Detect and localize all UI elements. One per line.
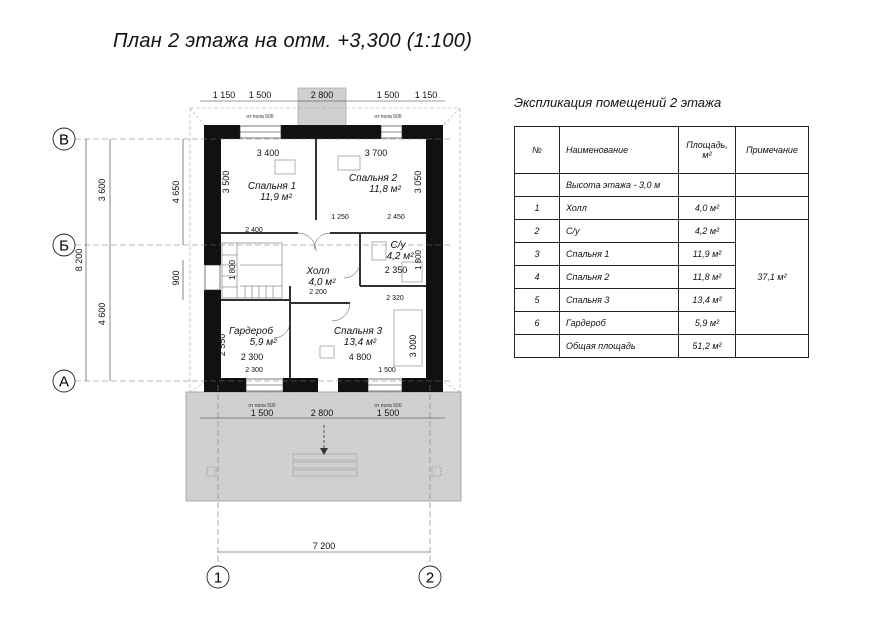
- cell-num: 1: [515, 197, 560, 220]
- window-note: от пола 500: [374, 114, 402, 120]
- dim-inner: 2 200: [309, 289, 327, 296]
- total-value: 51,2 м²: [679, 335, 736, 358]
- dim-inner: 1 500: [378, 367, 396, 374]
- header-note: Примечание: [736, 127, 809, 174]
- plan-title: План 2 этажа на отм. +3,300 (1:100): [113, 30, 473, 52]
- cell: [736, 335, 809, 358]
- floor-height: Высота этажа - 3,0 м: [560, 174, 679, 197]
- cell-name: С/у: [560, 220, 679, 243]
- axis-label-a: А: [58, 373, 70, 391]
- dim-overall: 7 200: [312, 541, 336, 551]
- cell: [736, 174, 809, 197]
- table-row: [515, 197, 809, 220]
- dim-inner: 1 800: [414, 249, 423, 271]
- axis-label-2: 2: [425, 569, 435, 587]
- dim-inner: 3 500: [221, 170, 231, 194]
- dim-top: 1 150: [414, 90, 438, 100]
- cell: [515, 335, 560, 358]
- cell-note: [736, 197, 809, 220]
- room-area: 13,4 м²: [343, 337, 377, 348]
- window-note: от пола 500: [374, 403, 402, 409]
- window-note: от пола 500: [248, 403, 276, 409]
- dim-left-900: 900: [171, 270, 181, 286]
- axis-label-b: Б: [59, 237, 69, 255]
- cell-num: 4: [515, 266, 560, 289]
- cell-name: Холл: [560, 197, 679, 220]
- explication-title: Экспликация помещений 2 этажа: [514, 95, 722, 110]
- room-name: Спальня 3: [333, 326, 383, 337]
- cell-name: Спальня 1: [560, 243, 679, 266]
- dim-inner: 4 800: [348, 352, 372, 362]
- cell-name: Гардероб: [560, 312, 679, 335]
- cell: [515, 174, 560, 197]
- dim-inner: 2 350: [384, 265, 408, 275]
- roof-edge: [443, 108, 460, 126]
- dim-left-inner: 4 650: [171, 180, 181, 204]
- cell-area: 5,9 м²: [679, 312, 736, 335]
- dim-inner: 1 800: [228, 259, 237, 281]
- dim-inner: 3 000: [408, 334, 418, 358]
- cell-num: 3: [515, 243, 560, 266]
- window-note: от пола 500: [246, 114, 274, 120]
- cell-area: 4,2 м²: [679, 220, 736, 243]
- roof-edge: [443, 382, 460, 392]
- windows: [205, 126, 402, 391]
- dim-inner: 2 450: [387, 214, 405, 221]
- roof-edge: [190, 382, 205, 392]
- dim-bottom: 1 500: [250, 408, 274, 418]
- dim-top: 2 800: [310, 90, 334, 100]
- dim-top: 1 150: [212, 90, 236, 100]
- cell: [679, 174, 736, 197]
- dim-inner: 3 700: [364, 148, 388, 158]
- cell-area: 4,0 м²: [679, 197, 736, 220]
- header-area: Площадь, м²: [679, 127, 736, 174]
- dim-left: 4 600: [97, 302, 107, 326]
- roof-edge: [190, 108, 205, 126]
- table-header-row: [515, 127, 809, 174]
- header-num: №: [515, 127, 560, 174]
- header-name: Наименование: [560, 127, 679, 174]
- dim-inner: 2 400: [245, 227, 263, 234]
- room-area: 4,0 м²: [308, 277, 336, 288]
- cell-num: 2: [515, 220, 560, 243]
- cell-num: 6: [515, 312, 560, 335]
- cell-name: Спальня 2: [560, 266, 679, 289]
- dim-inner: 3 400: [256, 148, 280, 158]
- cell-note-merged: 37,1 м²: [736, 220, 809, 335]
- dim-inner: 3 050: [413, 170, 423, 194]
- table-row: [515, 220, 809, 243]
- room-name: Спальня 2: [348, 173, 398, 184]
- dim-top: 1 500: [248, 90, 272, 100]
- axis-label-1: 1: [213, 569, 223, 587]
- cell-area: 11,9 м²: [679, 243, 736, 266]
- dim-left: 3 600: [97, 178, 107, 202]
- room-name: Холл: [306, 266, 330, 277]
- dim-inner: 2 550: [217, 333, 227, 357]
- dim-top: 1 500: [376, 90, 400, 100]
- total-label: Общая площадь: [560, 335, 679, 358]
- room-name: Спальня 1: [247, 181, 297, 192]
- dim-inner: 2 300: [240, 352, 264, 362]
- cell-area: 13,4 м²: [679, 289, 736, 312]
- dim-inner: 2 300: [245, 367, 263, 374]
- dim-inner: 1 250: [331, 214, 349, 221]
- dim-bottom: 1 500: [376, 408, 400, 418]
- explication-table: [514, 126, 809, 358]
- axis-label-v: В: [58, 131, 70, 149]
- dim-inner: 2 320: [386, 295, 404, 302]
- room-area: 11,8 м²: [369, 184, 401, 195]
- cell-num: 5: [515, 289, 560, 312]
- room-name: С/у: [390, 240, 406, 251]
- room-area: 5,9 м²: [249, 337, 277, 348]
- room-name: Гардероб: [228, 326, 274, 337]
- dim-left-total: 8 200: [74, 248, 84, 272]
- table-row: [515, 174, 809, 197]
- dim-bottom: 2 800: [310, 408, 334, 418]
- window-notes: [246, 114, 401, 409]
- cell-name: Спальня 3: [560, 289, 679, 312]
- cell-area: 11,8 м²: [679, 266, 736, 289]
- room-labels: [229, 173, 414, 348]
- table-total-row: [515, 335, 809, 358]
- room-area: 4,2 м²: [386, 251, 414, 262]
- room-area: 11,9 м²: [260, 192, 292, 203]
